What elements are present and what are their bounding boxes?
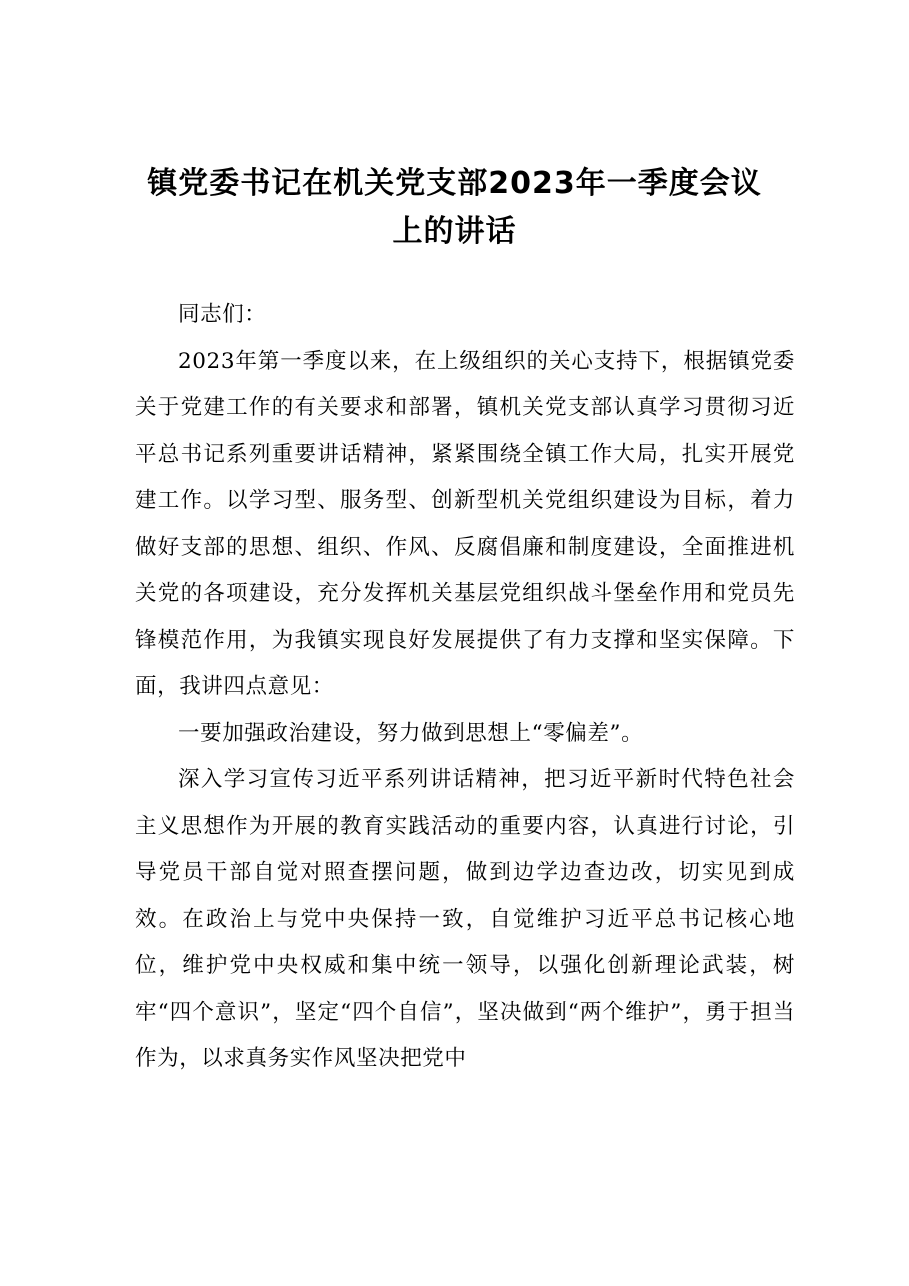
paragraph-heading-1: 一要加强政治建设，努力做到思想上“零偏差”。 [178, 720, 644, 746]
title-line-1: 镇党委书记在机关党支部2023年一季度会议 [147, 166, 762, 201]
title-line-2: 上的讲话 [392, 214, 517, 249]
paragraph-intro: 2023年第一季度以来，在上级组织的关心支持下，根据镇党委关于党建工作的有关要求和部署，镇机关党支部认真学习贯彻习近平总书记系列重要讲话精神，紧紧围绕全镇工作大局，扎实开展党建工作。以学习型、服务型、创新型机关党组织建设为目标，着力做好支部的思想、组织、作风、反腐倡廉和制度建设，全面推进机关党的各项建设，充分发挥机关基层党组织战斗堡垒作用和党员先锋模范作用，为我镇实现良好发展提供了有力支撑和坚实保障。下面，我讲四点意见： [135, 348, 795, 699]
salutation: 同志们： [178, 302, 267, 327]
paragraph-body-1: 深入学习宣传习近平系列讲话精神，把习近平新时代特色社会主义思想作为开展的教育实践活动的重要内容，认真进行讨论，引导党员干部自觉对照查摆问题，做到边学边查边改，切实见到成效。在政治上与党中央保持一致，自觉维护习近平总书记核心地位，维护党中央权威和集中统一领导，以强化创新理论武装，树牢“四个意识”，坚定“四个自信”，坚决做到“两个维护”，勇于担当作为，以求真务实作风坚决把党中 [135, 767, 795, 1071]
document-body [135, 292, 795, 1083]
document-title [100, 160, 809, 256]
